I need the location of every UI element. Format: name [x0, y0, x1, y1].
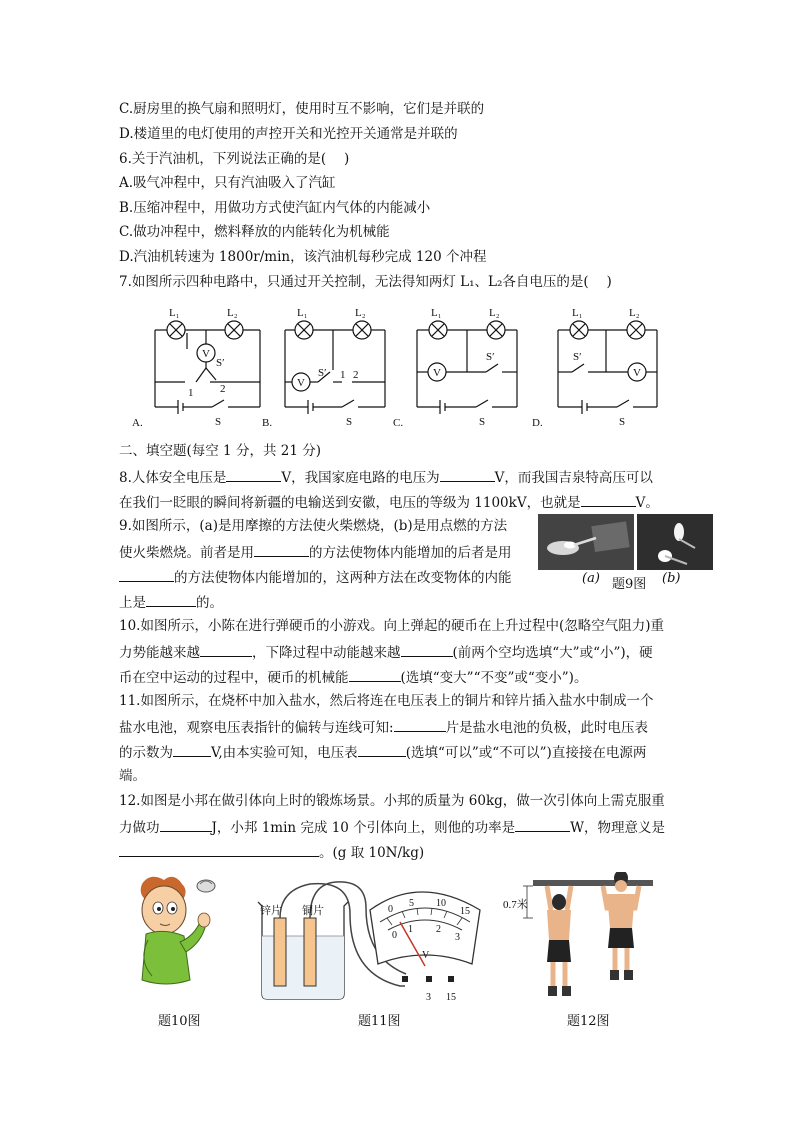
label-s: S: [215, 416, 222, 428]
terminal-15-post: [448, 976, 454, 982]
q7-stem: 7.如图所示四种电路中，只通过开关控制，无法得知两灯 L₁、L₂各自电压的是( ): [119, 274, 612, 290]
q11-text: V,由本实验可知，电压表: [211, 745, 358, 761]
q10-line1: 10.如图所示，小陈在进行弹硬币的小游戏。向上弹起的硬币在上升过程中(忽略空气阻力)重: [119, 618, 665, 634]
q9-text: 使火柴燃烧。前者是用: [119, 545, 254, 561]
q8-text: V，我国家庭电路的电压为: [281, 470, 440, 486]
q12-blank-1[interactable]: [160, 817, 212, 832]
meter-top-0: 0: [388, 904, 393, 915]
lamp-l2-icon: [353, 321, 371, 339]
lamp-l1-icon: [167, 321, 185, 339]
label-s: S: [479, 416, 486, 428]
q11-blank-1[interactable]: [394, 717, 446, 732]
q9-line2: [119, 542, 512, 562]
label-c: C.: [393, 417, 404, 429]
label-l2: L₂: [227, 307, 238, 319]
q12-text: W，物理意义是: [570, 820, 666, 836]
q12-blank-3[interactable]: [119, 842, 319, 857]
label-s-prime: S′: [318, 367, 327, 379]
q9-line3: [119, 567, 512, 587]
lamp-l1-icon: [429, 321, 447, 339]
copper-plate: [304, 918, 316, 986]
section-title: 二、填空题(每空 1 分，共 21 分): [119, 443, 321, 459]
q12-line1: 12.如图是小邦在做引体向上时的锻炼场景。小邦的质量为 60kg，做一次引体向上需克服重: [119, 793, 665, 809]
label-l2: L₂: [489, 307, 500, 319]
q8-text: V，而我国吉泉特高压可以: [494, 470, 653, 486]
label-l1: L₁: [297, 307, 308, 319]
copper-label: 铜片: [302, 905, 324, 917]
q11-line2: [119, 717, 648, 737]
fig9-caption: 题9图: [612, 577, 647, 592]
label-v: V: [202, 348, 210, 360]
coin-icon: [197, 880, 215, 892]
q8-blank-1[interactable]: [226, 467, 281, 482]
q8-text: 在我们一眨眼的瞬间将新疆的电输送到安徽，电压的等级为 1100kV，也就是: [119, 495, 581, 511]
lamp-l1-icon: [570, 321, 588, 339]
meter-top-15: 15: [460, 906, 470, 917]
q11-line4: 端。: [119, 768, 146, 784]
label-l2: L₂: [355, 307, 366, 319]
label-s-prime: S′: [573, 351, 582, 363]
q10-text: 力势能越来越: [119, 645, 200, 661]
fig9-label-a: (a): [582, 571, 600, 586]
q7-circuits: [120, 300, 680, 435]
q8-blank-2[interactable]: [440, 467, 495, 482]
q12-text: 。(g 取 10N/kg): [319, 845, 425, 861]
circuit-a: [155, 330, 260, 414]
q9-text: 的方法使物体内能增加的后者是用: [309, 545, 512, 561]
label-v: V: [433, 367, 441, 379]
lamp-l2-icon: [627, 321, 645, 339]
zinc-plate: [274, 918, 286, 986]
q6-option-c: C.做功冲程中，燃料释放的内能转化为机械能: [119, 224, 390, 240]
label-l1: L₁: [431, 307, 442, 319]
meter-bottom-1: 1: [408, 924, 413, 935]
q10-blank-1[interactable]: [200, 642, 252, 657]
zinc-label: 锌片: [260, 905, 282, 917]
q9-text: 上是: [119, 595, 146, 611]
q10-blank-3[interactable]: [349, 667, 401, 682]
label-a: A.: [132, 417, 143, 429]
label-l1: L₁: [169, 307, 180, 319]
q9-line4: [119, 592, 223, 612]
meter-unit: V: [422, 950, 430, 961]
q6-option-a: A.吸气冲程中，只有汽油吸入了汽缸: [119, 175, 336, 191]
q8-blank-3[interactable]: [581, 492, 636, 507]
q11-blank-2[interactable]: [173, 742, 211, 757]
q8-text: V。: [635, 495, 659, 511]
label-b: B.: [262, 417, 273, 429]
q12-line3: [119, 842, 424, 862]
q11-text: 的示数为: [119, 745, 173, 761]
q11-text: (选填“可以”或“不可以”)直接接在电源两: [405, 745, 647, 761]
label-s-prime: S′: [486, 351, 495, 363]
q11-blank-3[interactable]: [358, 742, 406, 757]
q9-text: 的方法使物体内能增加的，这两种方法在改变物体的内能: [174, 570, 512, 586]
q10-blank-2[interactable]: [401, 642, 453, 657]
boy-coin-figure: [128, 872, 238, 1002]
q11-text: 盐水电池，观察电压表指针的偏转与连线可知:: [119, 720, 394, 736]
q9-blank-1[interactable]: [254, 542, 309, 557]
label-v: V: [633, 367, 641, 379]
lamp-l2-icon: [487, 321, 505, 339]
meter-top-10: 10: [436, 898, 446, 909]
q6-option-b: B.压缩冲程中，用做功方式使汽缸内气体的内能减小: [119, 200, 431, 216]
label-l1: L₁: [572, 307, 583, 319]
circuit-b: [285, 330, 385, 414]
q10-text: 币在空中运动的过程中，硬币的机械能: [119, 670, 349, 686]
terminal-15: 15: [446, 992, 456, 1003]
label-s: S: [619, 416, 626, 428]
label-1: 1: [340, 369, 346, 381]
meter-bottom-3: 3: [455, 932, 460, 943]
q9-blank-2[interactable]: [119, 567, 174, 582]
label-s-prime: S′: [216, 357, 225, 369]
terminal-3: 3: [426, 992, 431, 1003]
q9-blank-3[interactable]: [146, 592, 196, 607]
fig10-caption: 题10图: [158, 1014, 201, 1029]
q12-text: J，小邦 1min 完成 10 个引体向上，则他的功率是: [211, 820, 516, 836]
q6-option-d: D.汽油机转速为 1800r/min，该汽油机每秒完成 120 个冲程: [119, 249, 487, 265]
person-pulled-up: [603, 872, 639, 980]
fig11-caption: 题11图: [358, 1014, 401, 1029]
q8-text: 8.人体安全电压是: [119, 470, 227, 486]
q10-text: (选填“变大”“不变”或“变小”)。: [400, 670, 588, 686]
terminal-neg: [402, 976, 408, 982]
label-d: D.: [532, 417, 543, 429]
lamp-l1-icon: [295, 321, 313, 339]
match-ignite-photo: [637, 514, 713, 570]
height-label: 0.7米: [503, 899, 528, 911]
q11-text: 片是盐水电池的负极，此时电压表: [445, 720, 649, 736]
label-2: 2: [353, 369, 359, 381]
q9-text: 的。: [196, 595, 223, 611]
meter-bottom-2: 2: [436, 924, 441, 935]
meter-bottom-0: 0: [392, 930, 397, 941]
match-friction-photo: [538, 514, 634, 570]
q10-text: (前两个空均选填“大”或“小”)，硬: [452, 645, 653, 661]
pullup-bar: [533, 880, 653, 886]
q9-line1: 9.如图所示，(a)是用摩擦的方法使火柴燃烧，(b)是用点燃的方法: [119, 518, 508, 534]
fig12-caption: 题12图: [567, 1014, 610, 1029]
q11-line1: 11.如图所示，在烧杯中加入盐水，然后将连在电压表上的铜片和锌片插入盐水中制成一个: [119, 693, 654, 709]
lamp-l2-icon: [225, 321, 243, 339]
q12-blank-2[interactable]: [515, 817, 570, 832]
q5-option-c: C.厨房里的换气扇和照明灯，使用时互不影响，它们是并联的: [119, 101, 485, 117]
label-l2: L₂: [629, 307, 640, 319]
label-1: 1: [188, 387, 194, 399]
q10-text: ，下降过程中动能越来越: [252, 645, 401, 661]
meter-top-5: 5: [409, 898, 414, 909]
q12-text: 力做功: [119, 820, 160, 836]
person-hanging: [547, 886, 571, 996]
q8-line2: [119, 492, 659, 512]
q6-stem: 6.关于汽油机，下列说法正确的是( ): [119, 151, 350, 167]
q11-line3: [119, 742, 646, 762]
pullup-figure: [503, 872, 663, 1007]
q5-option-d: D.楼道里的电灯使用的声控开关和光控开关通常是并联的: [119, 126, 458, 142]
salt-battery-figure: [250, 870, 490, 1005]
q10-line2: [119, 642, 653, 662]
q10-line3: [119, 667, 587, 687]
terminal-3-post: [426, 976, 432, 982]
label-v: V: [297, 377, 305, 389]
label-s: S: [346, 416, 353, 428]
fig9-label-b: (b): [662, 571, 681, 586]
q8-line1: [119, 467, 653, 487]
label-2: 2: [220, 383, 226, 395]
q12-line2: [119, 817, 665, 837]
